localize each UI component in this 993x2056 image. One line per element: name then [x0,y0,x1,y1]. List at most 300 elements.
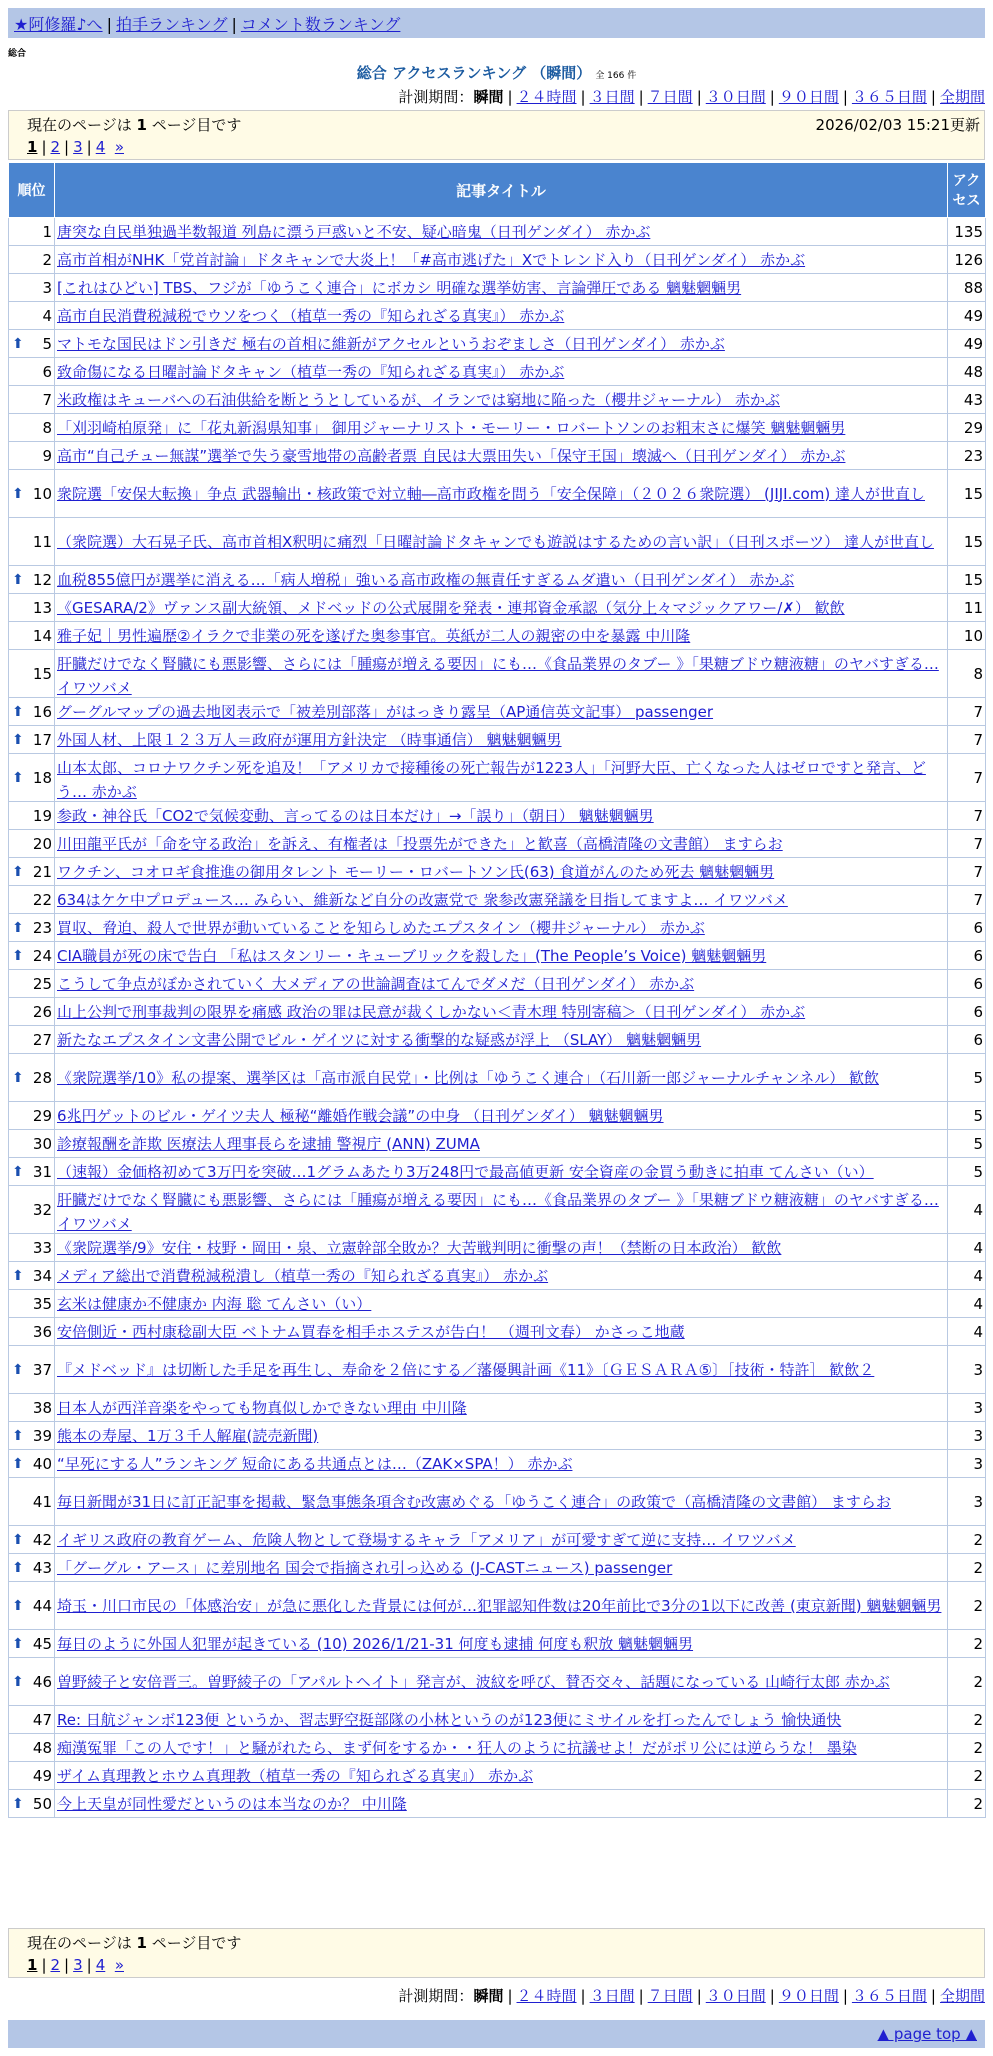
rank-cell [9,274,55,302]
title-cell [55,830,948,858]
rank-number: 2 [42,250,52,269]
rank-cell [9,470,55,518]
table-row [9,1630,986,1658]
rank-cell [9,302,55,330]
title-cell [55,1346,948,1394]
article-link[interactable]: 山上公判で刑事裁判の限界を痛感 政治の罪は民意が裁くしかない＜青木理 特別寄稿＞（日刊ゲンダイ） 赤かぶ [57,1002,806,1021]
article-link[interactable]: Re: 日航ジャンボ123便 というか、習志野空挺部隊の小林というのが123便にミサイルを打ったんでしょう 愉快通快 [57,1710,842,1729]
title-cell [55,566,948,594]
page-next[interactable]: » [114,138,124,156]
rank-cell [9,1478,55,1526]
title-cell [55,470,948,518]
access-count: 15 [948,470,986,518]
period-24h[interactable]: ２４時間 [516,88,577,106]
rank-number: 28 [32,1068,52,1087]
access-count: 2 [948,1790,986,1818]
title-cell [55,1026,948,1054]
table-row [9,914,986,942]
rank-cell [9,594,55,622]
col-header-title: 記事タイトル [55,163,948,218]
access-count: 7 [948,830,986,858]
rank-cell [9,518,55,566]
period-24h[interactable]: ２４時間 [516,1987,577,2005]
rank-number: 49 [32,1766,52,1785]
rank-cell [9,566,55,594]
rank-cell [9,886,55,914]
title-cell [55,622,948,650]
access-count: 15 [948,566,986,594]
title-cell [55,1762,948,1790]
table-row [9,754,986,802]
article-link[interactable]: 『メドベッド』は切断した手足を再生し、寿命を２倍にする／藩優興計画《11》〔ＧＥＳＡＲＡ⑤〕［技術・特許］ 歓飲２ [57,1360,875,1379]
rank-number: 24 [32,946,52,965]
rank-number: 1 [42,222,52,241]
title-cell [55,1262,948,1290]
article-link[interactable]: 致命傷になる日曜討論ドタキャン（植草一秀の『知られざる真実』） 赤かぶ [57,362,565,381]
rank-cell [9,1526,55,1554]
table-row [9,518,986,566]
rank-number: 42 [32,1530,52,1549]
table-row [9,1734,986,1762]
title-cell [55,1102,948,1130]
table-row [9,1706,986,1734]
title-cell [55,1706,948,1734]
article-link[interactable]: イギリス政府の教育ゲーム、危険人物として登場するキャラ「アメリア」が可愛すぎて逆に支持… イワツバメ [57,1530,796,1549]
rank-number: 46 [32,1672,52,1691]
table-row [9,566,986,594]
title-cell [55,1554,948,1582]
nav-comment-ranking[interactable]: コメント数ランキング [240,15,401,34]
table-row [9,218,986,246]
article-link[interactable]: 川田龍平氏が「命を守る政治」を訴え、有権者は「投票先ができた」と歓喜（高橋清隆の文書館） ますらお [57,834,783,853]
table-row [9,726,986,754]
rank-cell [9,1422,55,1450]
title-cell [55,1526,948,1554]
rank-cell [9,1582,55,1630]
article-link[interactable]: 唐突な自民単独過半数報道 列島に漂う戸惑いと不安、疑心暗鬼（日刊ゲンダイ） 赤かぶ [57,222,651,241]
table-row [9,302,986,330]
access-count: 5 [948,1054,986,1102]
article-link[interactable]: 曽野綾子と安倍晋三。曽野綾子の「アパルトヘイト」発言が、波紋を呼び、賛否交々、話題になっている 山崎行太郎 赤かぶ [57,1672,890,1691]
access-count: 7 [948,886,986,914]
title-cell [55,1054,948,1102]
up-arrow-icon: ⬆ [12,1635,24,1652]
article-link[interactable]: （衆院選）大石晃子氏、高市首相X釈明に痛烈「日曜討論ドタキャンでも遊説はするための言い訳」（日刊スポーツ） 達人が世直し [57,532,934,551]
page-link-4[interactable]: 4 [95,1956,106,1974]
article-link[interactable]: 雅子妃｜男性遍歴②イラクで非業の死を遂げた奥参事官。英紙が二人の親密の中を暴露 中川隆 [57,626,691,645]
rank-cell [9,914,55,942]
rank-number: 13 [32,598,52,617]
rank-number: 4 [42,306,52,325]
period-30d[interactable]: ３０日間 [705,88,766,106]
article-link[interactable]: 米政権はキューバへの石油供給を断とうとしているが、イランでは窮地に陥った（櫻井ジャーナル） 赤かぶ [57,390,780,409]
table-row [9,274,986,302]
up-arrow-icon: ⬆ [12,863,24,880]
title-cell [55,754,948,802]
article-link[interactable]: 肝臓だけでなく腎臓にも悪影響、さらには「腫瘍が増える要因」にも…《食品業界のタブー 》「果糖ブドウ糖液糖」のヤバすぎる… イワツバメ [57,654,939,696]
article-link[interactable]: （速報）金価格初めて3万円を突破…1グラムあたり3万248円で最高値更新 安全資産の金買う動きに拍車 てんさい（い） [57,1162,874,1181]
article-link[interactable]: 新たなエプスタイン文書公開でビル・ゲイツに対する衝撃的な疑惑が浮上 （SLAY） 魑魅魍魎男 [57,1030,702,1049]
page-link-1[interactable]: 1 [27,138,38,156]
access-count: 7 [948,698,986,726]
access-count: 11 [948,594,986,622]
access-count: 5 [948,1102,986,1130]
access-count: 4 [948,1234,986,1262]
period-3d[interactable]: ３日間 [589,88,635,106]
table-row [9,1234,986,1262]
title-cell [55,650,948,698]
rank-number: 50 [32,1794,52,1813]
up-arrow-icon: ⬆ [12,1267,24,1284]
rank-cell [9,414,55,442]
rank-number: 40 [32,1454,52,1473]
access-count: 29 [948,414,986,442]
table-row [9,1318,986,1346]
title-cell [55,886,948,914]
article-link[interactable]: 毎日のように外国人犯罪が起きている (10) 2026/1/21-31 何度も逮捕 何度も釈放 魑魅魍魎男 [57,1634,694,1653]
title-cell [55,1582,948,1630]
table-row [9,1262,986,1290]
table-row [9,1658,986,1706]
rank-cell [9,1158,55,1186]
rank-cell [9,726,55,754]
article-link[interactable]: 参政・神谷氏「CO2で気候変動、言ってるのは日本だけ」→「誤り」（朝日） 魑魅魍魎男 [57,806,654,825]
article-link[interactable]: 634はケケ中プロデュース… みらい、維新など自分の改憲党で 衆参改憲発議を目指してますよ… イワツバメ [57,890,788,909]
article-link[interactable]: 痴漢冤罪「この人です！」と騒がれたら、まず何をするか・・狂人のように抗議せよ！だがポリ公には逆らうな！ 墨染 [57,1738,857,1757]
article-link[interactable]: 肝臓だけでなく腎臓にも悪影響、さらには「腫瘍が増える要因」にも…《食品業界のタブー 》「果糖ブドウ糖液糖」のヤバすぎる… イワツバメ [57,1190,939,1232]
period-all[interactable]: 全期間 [939,1987,985,2005]
title-cell [55,1186,948,1234]
article-link[interactable]: こうして争点がぼかされていく 大メディアの世論調査はてんでダメだ（日刊ゲンダイ） 赤かぶ [57,974,695,993]
title-cell [55,1234,948,1262]
article-link[interactable]: “早死にする人”ランキング 短命にある共通点とは…（ZAK×SPA！） 赤かぶ [57,1454,573,1473]
rank-number: 48 [32,1738,52,1757]
title-cell [55,442,948,470]
period-current: 瞬間 [473,88,504,106]
rank-number: 38 [32,1398,52,1417]
rank-cell [9,802,55,830]
top-nav: ★阿修羅♪へ | 拍手ランキング | コメント数ランキング [8,8,985,38]
up-arrow-icon: ⬆ [12,1427,24,1444]
title-cell [55,594,948,622]
rank-cell [9,218,55,246]
article-link[interactable]: 診療報酬を詐欺 医療法人理事長らを逮捕 警視庁 (ANN) ZUMA [57,1134,480,1153]
table-row [9,1762,986,1790]
access-count: 2 [948,1554,986,1582]
table-row [9,1054,986,1102]
table-row [9,442,986,470]
period-all[interactable]: 全期間 [939,88,985,106]
access-count: 2 [948,1582,986,1630]
title-cell [55,1734,948,1762]
table-row [9,1582,986,1630]
table-row [9,1026,986,1054]
rank-number: 9 [42,446,52,465]
rank-number: 37 [32,1360,52,1379]
article-link[interactable]: 毎日新聞が31日に訂正記事を掲載、緊急事態条項含む改憲めぐる「ゆうこく連合」の政策で（高橋清隆の文書館） ますらお [57,1492,891,1511]
rank-cell [9,1130,55,1158]
rank-cell [9,1630,55,1658]
article-link[interactable]: 日本人が西洋音楽をやっても物真似しかできない理由 中川隆 [57,1398,467,1417]
up-arrow-icon: ⬆ [12,1455,24,1472]
up-arrow-icon: ⬆ [12,1559,24,1576]
access-count: 4 [948,1186,986,1234]
category-label: 総合 [8,49,27,59]
title-cell [55,1450,948,1478]
pager-bottom [8,1928,985,1978]
rank-cell [9,698,55,726]
rank-number: 31 [32,1162,52,1181]
title-cell [55,414,948,442]
table-row [9,858,986,886]
access-count: 2 [948,1762,986,1790]
table-row [9,594,986,622]
access-count: 2 [948,1658,986,1706]
nav-applause-ranking[interactable]: 拍手ランキング [115,15,228,34]
access-count: 3 [948,1394,986,1422]
rank-number: 33 [32,1238,52,1257]
article-link[interactable]: 《衆院選挙/9》安住・枝野・岡田・泉、立憲幹部全敗か？大苦戦判明に衝撃の声！（禁断の日本政治） 歓飲 [57,1238,782,1257]
title-cell [55,858,948,886]
rank-cell [9,1658,55,1706]
table-row [9,1158,986,1186]
title-cell [55,970,948,998]
table-row [9,358,986,386]
access-count: 2 [948,1734,986,1762]
rank-number: 20 [32,834,52,853]
rank-cell [9,1762,55,1790]
rank-number: 8 [42,418,52,437]
up-arrow-icon: ⬆ [12,919,24,936]
rank-cell [9,1262,55,1290]
page-title [0,62,993,83]
page-link-4[interactable]: 4 [95,138,106,156]
title-cell [55,1158,948,1186]
rank-number: 23 [32,918,52,937]
page-next[interactable]: » [114,1956,124,1974]
access-count: 15 [948,518,986,566]
title-cell [55,942,948,970]
access-count: 88 [948,274,986,302]
title-cell [55,914,948,942]
rank-number: 18 [32,768,52,787]
table-row [9,1102,986,1130]
access-count: 49 [948,330,986,358]
table-row [9,1290,986,1318]
table-row [9,386,986,414]
rank-cell [9,650,55,698]
rank-number: 25 [32,974,52,993]
article-link[interactable]: 山本太郎、コロナワクチン死を追及！「アメリカで接種後の死亡報告が1223人」「河野大臣、亡くなった人はゼロですと発言、どう… 赤かぶ [57,758,926,800]
access-count: 6 [948,914,986,942]
table-row [9,942,986,970]
table-row [9,886,986,914]
article-link[interactable]: 「刈羽崎柏原発」に「花丸新潟県知事」 御用ジャーナリスト・モーリー・ロバートソンのお粗末さに爆笑 魑魅魍魎男 [57,418,846,437]
title-cell [55,1790,948,1818]
rank-cell [9,970,55,998]
item-count: 全 166 件 [595,71,637,81]
rank-cell [9,1394,55,1422]
page-link-3[interactable]: 3 [73,138,83,156]
article-link[interactable]: ワクチン、コオロギ食推進の御用タレント モーリー・ロバートソン氏(63) 食道がんのため死去 魑魅魍魎男 [57,862,775,881]
title-cell [55,518,948,566]
rank-cell [9,246,55,274]
table-row [9,1394,986,1422]
period-7d[interactable]: ７日間 [647,1987,693,2005]
article-link[interactable]: 高市“自己チュー無謀”選挙で失う豪雪地帯の高齢者票 自民は大票田失い「保守王国」壊滅へ（日刊ゲンダイ） 赤かぶ [57,446,846,465]
rank-cell [9,1790,55,1818]
title-cell [55,358,948,386]
table-row [9,1478,986,1526]
access-count: 7 [948,802,986,830]
title-cell [55,274,948,302]
article-link[interactable]: CIA職員が死の床で告白 「私はスタンリー・キューブリックを殺した」(The People’s Voice) 魑魅魍魎男 [57,946,767,965]
article-link[interactable]: 玄米は健康か不健康か 内海 聡 てんさい（い） [57,1294,372,1313]
rank-cell [9,1346,55,1394]
access-count: 43 [948,386,986,414]
page-top-link[interactable]: ▲ page top ▲ [877,2025,977,2043]
title-cell [55,1658,948,1706]
article-link[interactable]: [これはひどい] TBS、フジが「ゆうこく連合」にボカシ 明確な選挙妨害、言論弾圧である 魑魅魍魎男 [57,278,742,297]
rank-number: 27 [32,1030,52,1049]
table-row [9,470,986,518]
rank-number: 41 [32,1492,52,1511]
title-cell [55,302,948,330]
nav-asyura-home[interactable]: ★阿修羅♪へ [14,15,103,34]
rank-cell [9,1234,55,1262]
period-365d[interactable]: ３６５日間 [851,88,927,106]
period-30d[interactable]: ３０日間 [705,1987,766,2005]
table-row [9,1422,986,1450]
title-cell [55,1422,948,1450]
rank-cell [9,942,55,970]
period-7d[interactable]: ７日間 [647,88,693,106]
article-link[interactable]: 熊本の寿屋、1万３千人解雇(読売新聞) [57,1426,319,1445]
period-3d[interactable]: ３日間 [589,1987,635,2005]
access-count: 8 [948,650,986,698]
title-cell [55,246,948,274]
up-arrow-icon: ⬆ [12,1531,24,1548]
article-link[interactable]: ザイム真理教とホウム真理教（植草一秀の『知られざる真実』） 赤かぶ [57,1766,534,1785]
current-page-text: 現在のページは 1 ページ目です [27,1934,242,1952]
page-link-2[interactable]: 2 [50,138,61,156]
article-link[interactable]: 外国人材、上限１２３万人＝政府が運用方針決定 （時事通信） 魑魅魍魎男 [57,730,562,749]
page-links: 1 | 2 | 3 | 4 » [27,1956,124,1974]
pager-top [8,110,985,160]
rank-cell [9,330,55,358]
table-row [9,1130,986,1158]
rank-number: 17 [32,730,52,749]
rank-number: 5 [42,334,52,353]
table-row [9,330,986,358]
rank-number: 34 [32,1266,52,1285]
rank-number: 14 [32,626,52,645]
table-row [9,1554,986,1582]
table-row [9,1186,986,1234]
ranking-table [8,162,986,1818]
period-90d[interactable]: ９０日間 [778,88,839,106]
rank-cell [9,1706,55,1734]
period-365d[interactable]: ３６５日間 [851,1987,927,2005]
rank-cell [9,358,55,386]
rank-number: 32 [32,1200,52,1219]
article-link[interactable]: マトモな国民はドン引きだ 極右の首相に維新がアクセルというおぞましさ（日刊ゲンダイ） 赤かぶ [57,334,725,353]
access-count: 4 [948,1318,986,1346]
up-arrow-icon: ⬆ [12,1361,24,1378]
article-link[interactable]: 《GESARA/2》ヴァンス副大統領、メドベッドの公式展開を発表・連邦資金承認（気分上々マジックアワー/✗） 歓飲 [57,598,845,617]
article-link[interactable]: グーグルマップの過去地図表示で「被差別部落」がはっきり露呈（AP通信英文記事） passenger [57,702,714,721]
period-label: 計測期間： [398,88,474,106]
article-link[interactable]: 高市首相がNHK「党首討論」ドタキャンで大炎上！「#高市逃げた」Xでトレンド入り（日刊ゲンダイ） 赤かぶ [57,250,806,269]
page-link-3[interactable]: 3 [73,1956,83,1974]
title-cell [55,218,948,246]
access-count: 4 [948,1262,986,1290]
period-current: 瞬間 [473,1987,504,2005]
rank-cell [9,622,55,650]
period-label: 計測期間： [398,1987,474,2005]
page-link-1[interactable]: 1 [27,1956,38,1974]
up-arrow-icon: ⬆ [12,1597,24,1614]
rank-number: 12 [32,570,52,589]
article-link[interactable]: 「グーグル・アース」に差別地名 国会で指摘され引っ込める (J-CASTニュース) passenger [57,1558,673,1577]
rank-cell [9,1102,55,1130]
article-link[interactable]: 買収、脅迫、殺人で世界が動いていることを知らしめたエプスタイン（櫻井ジャーナル） 赤かぶ [57,918,705,937]
table-row [9,246,986,274]
rank-number: 26 [32,1002,52,1021]
period-90d[interactable]: ９０日間 [778,1987,839,2005]
access-count: 7 [948,754,986,802]
title-cell [55,1394,948,1422]
rank-cell [9,830,55,858]
table-row [9,622,986,650]
access-count: 2 [948,1526,986,1554]
title-cell [55,1630,948,1658]
rank-cell [9,386,55,414]
table-row [9,802,986,830]
article-link[interactable]: 高市自民消費税減税でウソをつく（植草一秀の『知られざる真実』） 赤かぶ [57,306,565,325]
page-link-2[interactable]: 2 [50,1956,61,1974]
article-link[interactable]: 安倍側近・西村康稔副大臣 ベトナム買春を相手ホステスが告白！ （週刊文春） かさっこ地蔵 [57,1322,685,1341]
article-link[interactable]: 《衆院選挙/10》私の提案、選挙区は「高市派自民党」・比例は「ゆうこく連合」（石川新一郎ジャーナルチャンネル） 歓飲 [57,1068,879,1087]
access-count: 23 [948,442,986,470]
period-selector-top: 計測期間：瞬間 | ２４時間 | ３日間 | ７日間 | ３０日間 | ９０日間 | ３６５日間 | 全期間 [398,88,985,106]
rank-cell [9,1290,55,1318]
rank-number: 30 [32,1134,52,1153]
title-cell [55,726,948,754]
table-row [9,698,986,726]
rank-number: 15 [32,664,52,683]
article-link[interactable]: 衆院選「安保大転換」争点 武器輸出・核政策で対立軸―高市政権を問う「安全保障」（２０２６衆院選） (JIJI.com) 達人が世直し [57,484,926,503]
article-link[interactable]: 血税855億円が選挙に消える…「病人増税」強いる高市政権の無責任すぎるムダ遣い（日刊ゲンダイ） 赤かぶ [57,570,795,589]
rank-number: 10 [32,484,52,503]
access-count: 6 [948,942,986,970]
access-count: 3 [948,1450,986,1478]
up-arrow-icon: ⬆ [12,703,24,720]
article-link[interactable]: 6兆円ゲットのビル・ゲイツ夫人 極秘“離婚作戦会議”の中身 （日刊ゲンダイ） 魑魅魍魎男 [57,1106,664,1125]
article-link[interactable]: メディア総出で消費税減税潰し（植草一秀の『知られざる真実』） 赤かぶ [57,1266,549,1285]
ranking-title: 総合 アクセスランキング （瞬間） [356,64,592,82]
table-header-row [9,163,986,218]
access-count: 2 [948,1630,986,1658]
rank-cell [9,1554,55,1582]
title-cell [55,1130,948,1158]
rank-number: 22 [32,890,52,909]
access-count: 3 [948,1422,986,1450]
article-link[interactable]: 埼玉・川口市民の「体感治安」が急に悪化した背景には何が…犯罪認知件数は20年前比で3分の1以下に改善 (東京新聞) 魑魅魍魎男 [57,1596,942,1615]
up-arrow-icon: ⬆ [12,947,24,964]
article-link[interactable]: 今上天皇が同性愛だというのは本当なのか？ 中川隆 [57,1794,407,1813]
rank-cell [9,754,55,802]
